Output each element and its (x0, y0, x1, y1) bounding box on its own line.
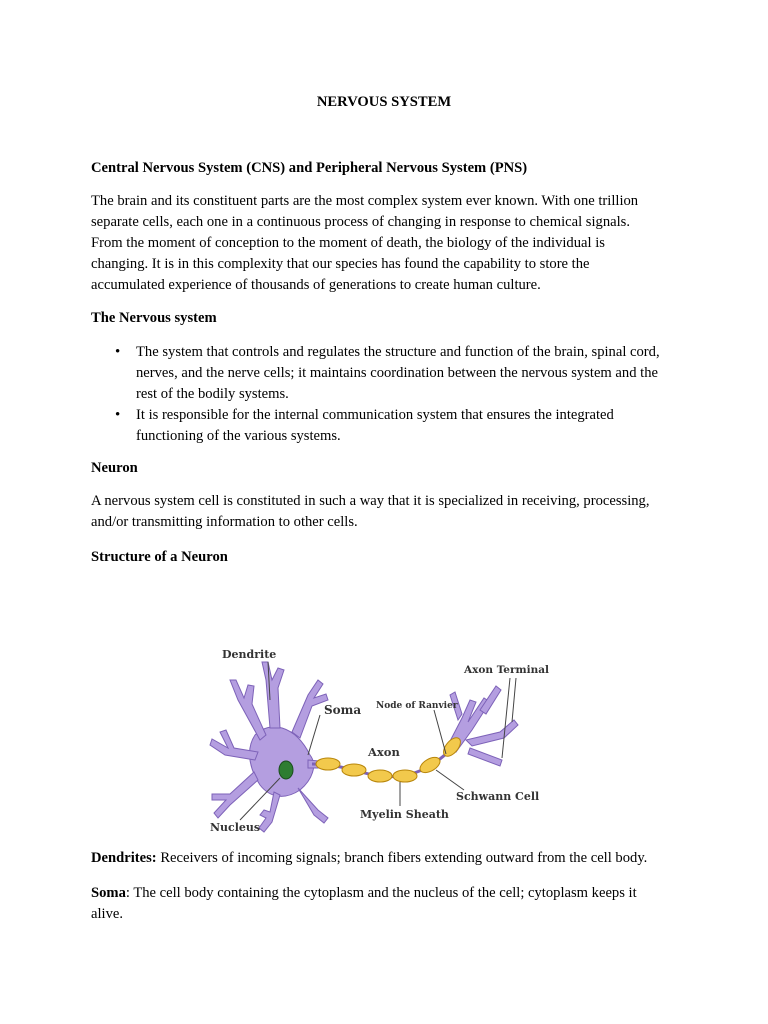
list-item-line: rest of the bodily systems. (136, 386, 289, 402)
definition-term: Dendrites: (91, 850, 157, 866)
neuron-diagram (200, 640, 560, 840)
list-item-line: • The system that controls and regulates the structure and function of the brain, spinal cord, (136, 344, 660, 360)
paragraph-line: A nervous system cell is constituted in such a way that it is specialized in receiving, processing, (91, 493, 650, 509)
list-item-line: functioning of the various systems. (136, 428, 341, 444)
label-nucleus: Nucleus (210, 821, 261, 834)
section-heading-structure: Structure of a Neuron (91, 549, 228, 565)
bullet-list (91, 342, 711, 447)
label-axon: Axon (368, 745, 400, 759)
paragraph-line: accumulated experience of thousands of generations to create human culture. (91, 277, 541, 293)
definition-text-continued: alive. (91, 906, 124, 922)
paragraph-line: and/or transmitting information to other cells. (91, 514, 358, 530)
label-myelin-sheath: Myelin Sheath (360, 808, 449, 821)
paragraph-brain-complexity (91, 191, 691, 296)
paragraph-line: The brain and its constituent parts are the most complex system ever known. With one trillion (91, 193, 639, 209)
definition-text: Receivers of incoming signals; branch fibers extending outward from the cell body. (156, 850, 648, 866)
section-heading-neuron: Neuron (91, 460, 138, 476)
dendrite-branches (210, 662, 518, 832)
page-title: NERVOUS SYSTEM (316, 94, 452, 110)
paragraph-line: changing. It is in this complexity that our species has found the capability to store the (91, 256, 590, 272)
nucleus-shape (279, 761, 293, 779)
definition-term: Soma (91, 885, 126, 901)
list-item-line: nerves, and the nerve cells; it maintains coordination between the nervous system and the (136, 365, 658, 381)
label-soma: Soma (324, 703, 362, 717)
list-item (91, 342, 711, 405)
paragraph-line: From the moment of conception to the moment of death, the biology of the individual is (91, 235, 605, 251)
paragraph-line: separate cells, each one in a continuous process of changing in response to chemical signals. (91, 214, 630, 230)
list-item-line: • It is responsible for the internal communication system that ensures the integrated (136, 407, 614, 423)
label-node-of-ranvier: Node of Ranvier (376, 701, 458, 711)
list-item (91, 405, 711, 447)
definition-text: : The cell body containing the cytoplasm and the nucleus of the cell; cytoplasm keeps it (125, 885, 637, 901)
label-dendrite: Dendrite (222, 648, 277, 661)
label-axon-terminal: Axon Terminal (464, 664, 550, 676)
definition-dendrites (91, 848, 731, 869)
label-schwann-cell: Schwann Cell (456, 790, 540, 803)
section-heading-nervous-system: The Nervous system (91, 310, 217, 326)
section-heading-cns-pns: Central Nervous System (CNS) and Peripheral Nervous System (PNS) (91, 160, 528, 176)
definition-soma (91, 883, 711, 925)
paragraph-neuron (91, 491, 691, 533)
